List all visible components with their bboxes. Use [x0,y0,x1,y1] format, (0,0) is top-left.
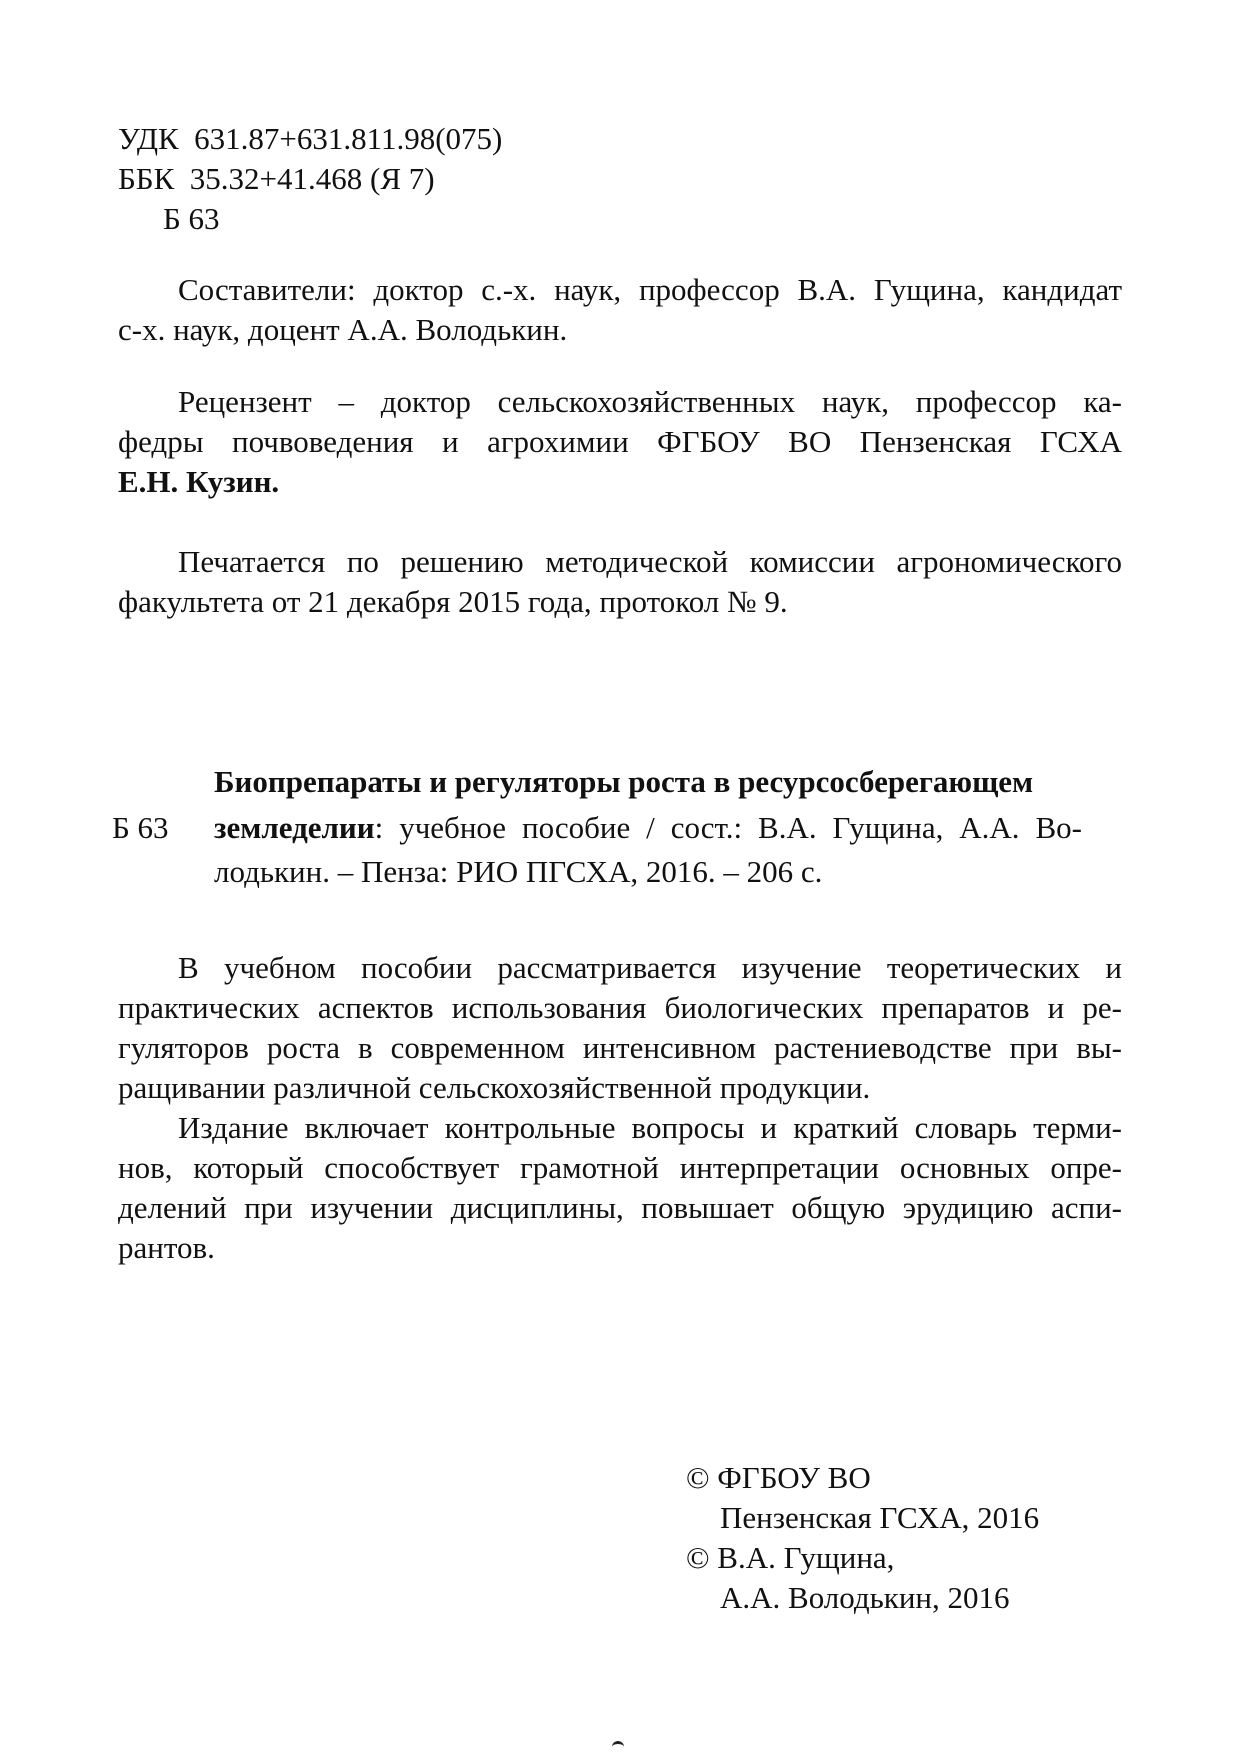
copyright-line3: © В.А. Гущина, [686,1540,895,1575]
bib-line3: лодькин. – Пенза: РИО ПГСХА, 2016. – 206 с. [214,854,823,889]
copyright-line1: © ФГБОУ ВО [686,1460,871,1495]
approval-line1: Печатается по решению методической комиссии агрономического [178,544,1122,579]
bib-title-line1: Биопрепараты и регуляторы роста в ресурсосберегающем [214,764,1034,799]
annotation-p2-line3: делений при изучении дисциплины, повышает общую эрудицию аспи- [118,1190,1122,1225]
author-mark: Б 63 [163,201,220,236]
annotation [118,948,1122,1268]
annotation-p1-line2: практических аспектов использования биологических препаратов и ре- [118,990,1122,1025]
bib-line2 [214,808,1082,848]
bib-mark: Б 63 [112,810,169,845]
bib-title-bold: земледелии [214,810,375,845]
reviewer-line2: федры почвоведения и агрохимии ФГБОУ ВО Пензенская ГСХА [118,424,1122,459]
compilers-line1: Составители: доктор с.-х. наук, профессор В.А. Гущина, кандидат [178,272,1122,307]
approval-line2: факультета от 21 декабря 2015 года, протокол № 9. [118,584,788,619]
bib-line2-rest: : учебное пособие / сост.: В.А. Гущина, А.А. Во- [374,810,1082,845]
udk-line: УДК 631.87+631.811.98(075) [118,121,503,156]
copyright-line2: Пензенская ГСХА, 2016 [720,1500,1040,1535]
compilers-line2: с-х. наук, доцент А.А. Володькин. [118,312,568,347]
reviewer-name [118,462,279,502]
reviewer-name-text: Е.Н. Кузин. [118,464,280,499]
copyright-line4: А.А. Володькин, 2016 [720,1580,1010,1615]
annotation-p1-line4: ращивании различной сельскохозяйственной продукции. [118,1070,871,1105]
annotation-p2-line1: Издание включает контрольные вопросы и краткий словарь терми- [178,1110,1122,1145]
annotation-p2-line2: нов, который способствует грамотной интерпретации основных опре- [118,1150,1122,1185]
bbk-line: ББК 35.32+41.468 (Я 7) [118,161,435,196]
reviewer-line1: Рецензент – доктор сельскохозяйственных наук, профессор ка- [178,384,1122,419]
annotation-p2-line4: рантов. [118,1230,215,1265]
annotation-p1-line3: гуляторов роста в современном интенсивном растениеводстве при вы- [118,1030,1122,1065]
page-number-fragment [612,1741,624,1749]
annotation-p1-line1: В учебном пособии рассматривается изучение теоретических и [178,950,1122,985]
